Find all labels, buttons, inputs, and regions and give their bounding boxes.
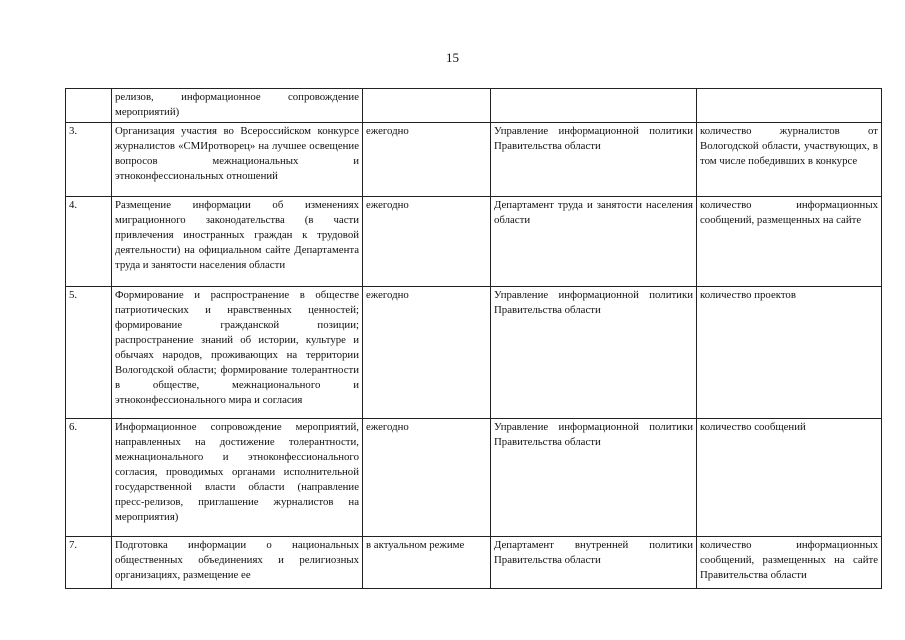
indicator-cell: количество журналистов от Вологодской области, участвующих, в том числе победивших в конкурсе xyxy=(697,123,882,197)
event-cell: Информационное сопровождение мероприятий, направленных на достижение толерантности, межнационального и этноконфессионального согласия, проводимых органами исполнительной государственной власти области (направление пресс-релизов, приглашение журналистов на мероприятия) xyxy=(112,419,363,537)
row-number: 3. xyxy=(66,123,112,197)
indicator-cell: количество информационных сообщений, размещенных на сайте Правительства области xyxy=(697,537,882,589)
executor-cell: Управление информационной политики Правительства области xyxy=(491,123,697,197)
table-row xyxy=(66,287,882,419)
table-row xyxy=(66,89,882,123)
term-cell xyxy=(363,89,491,123)
event-cell: Размещение информации об изменениях миграционного законодательства (в части привлечения иностранных граждан к трудовой деятельности) на официальном сайте Департамента труда и занятости населения области xyxy=(112,197,363,287)
row-number: 4. xyxy=(66,197,112,287)
term-cell: ежегодно xyxy=(363,419,491,537)
executor-cell: Управление информационной политики Правительства области xyxy=(491,287,697,419)
table-row xyxy=(66,419,882,537)
row-number: 7. xyxy=(66,537,112,589)
term-cell: ежегодно xyxy=(363,197,491,287)
executor-cell: Управление информационной политики Правительства области xyxy=(491,419,697,537)
event-cell: Формирование и распространение в обществе патриотических и нравственных ценностей; формирование гражданской позиции; распространение знаний об истории, культуре и обычаях народов, проживающих на территории Вологодской области; формирование толерантности в обществе, межнационального и этноконфессионального мира и согласия xyxy=(112,287,363,419)
indicator-cell: количество информационных сообщений, размещенных на сайте xyxy=(697,197,882,287)
term-cell: ежегодно xyxy=(363,123,491,197)
term-cell: в актуальном режиме xyxy=(363,537,491,589)
event-cell: релизов, информационное сопровождение мероприятий) xyxy=(112,89,363,123)
executor-cell: Департамент внутренней политики Правительства области xyxy=(491,537,697,589)
indicator-cell: количество сообщений xyxy=(697,419,882,537)
indicator-cell xyxy=(697,89,882,123)
table-row xyxy=(66,537,882,589)
event-cell: Организация участия во Всероссийском конкурсе журналистов «СМИротворец» на лучшее освещение вопросов межнациональных и этноконфессиональных отношений xyxy=(112,123,363,197)
term-cell: ежегодно xyxy=(363,287,491,419)
events-table xyxy=(65,88,882,589)
page-number: 15 xyxy=(446,50,459,65)
executor-cell: Департамент труда и занятости населения области xyxy=(491,197,697,287)
row-number xyxy=(66,89,112,123)
event-cell: Подготовка информации о национальных общественных объединениях и религиозных организациях, размещение ее xyxy=(112,537,363,589)
executor-cell xyxy=(491,89,697,123)
indicator-cell: количество проектов xyxy=(697,287,882,419)
table-row xyxy=(66,123,882,197)
row-number: 6. xyxy=(66,419,112,537)
row-number: 5. xyxy=(66,287,112,419)
table-row xyxy=(66,197,882,287)
